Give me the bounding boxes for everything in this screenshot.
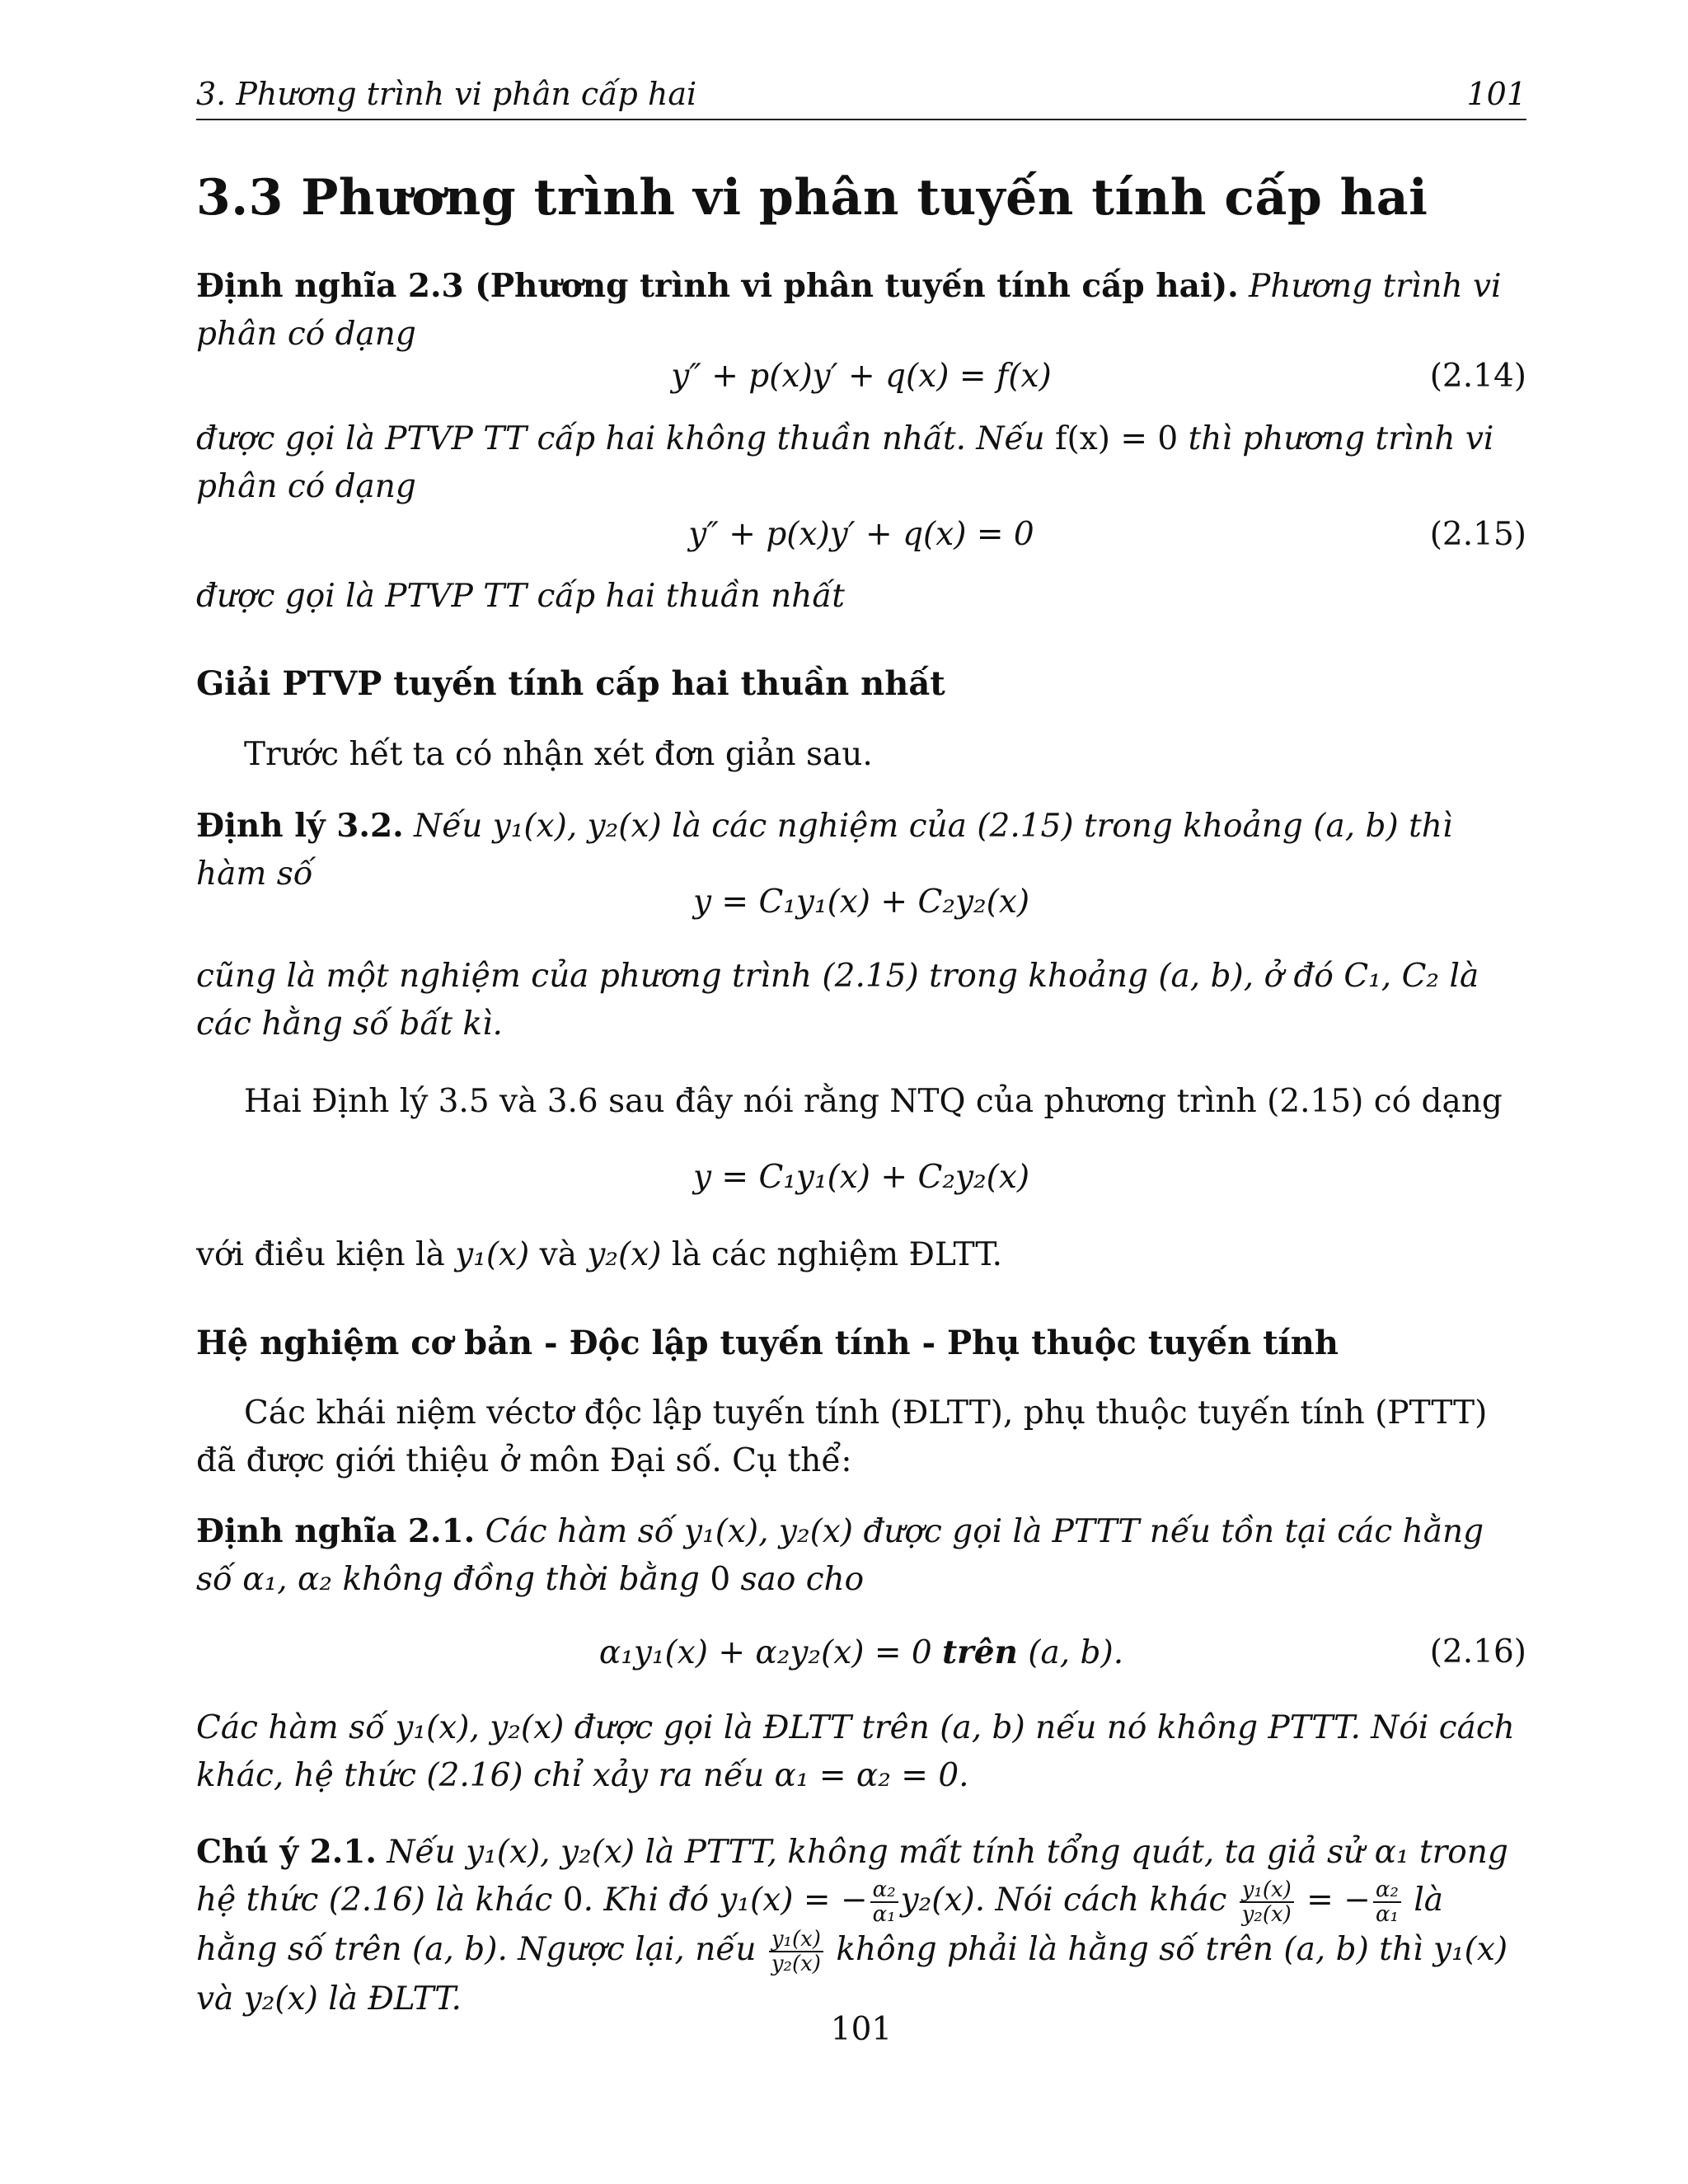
text-run: không phải là hằng số trên — [836, 1931, 1273, 1968]
fraction — [1240, 1878, 1294, 1926]
paragraph: Hai Định lý 3.5 và 3.6 sau đây nói rằng NTQ của phương trình (2.15) có dạng — [244, 1083, 1503, 1120]
equation-number: (2.14) — [1429, 358, 1526, 395]
subsection-heading: Hệ nghiệm cơ bản - Độc lập tuyến tính - Phụ thuộc tuyến tính — [196, 1324, 1339, 1362]
definition-closing — [196, 573, 1526, 621]
inline-math: α₁, α₂ — [242, 1561, 333, 1598]
text-run: được gọi là PTTT nếu tồn tại các hằng số — [196, 1513, 1484, 1598]
theorem-label: Định lý 3.2. — [196, 807, 404, 845]
definition-label: Định nghĩa 2.3 (Phương trình vi phân tuyến tính cấp hai). — [196, 267, 1239, 305]
paragraph: Các khái niệm véctơ độc lập tuyến tính (ĐLTT), phụ thuộc tuyến tính (PTTT) đã được giới thiệu ở môn Đại số. Cụ thể: — [196, 1394, 1488, 1479]
theorem-continuation — [196, 953, 1526, 1048]
theorem-equation — [196, 879, 1526, 926]
header-page-number: 101 — [1466, 76, 1526, 112]
text-run: được gọi là ĐLTT trên — [574, 1709, 930, 1746]
text-run: được gọi là PTVP TT cấp hai thuần nhất — [196, 578, 845, 615]
fraction-numerator: α₂ — [870, 1878, 898, 1903]
inline-math: α₁ — [1374, 1834, 1409, 1871]
equation-number: (2.16) — [1429, 1633, 1526, 1671]
definition-label: Định nghĩa 2.1. — [196, 1512, 476, 1550]
equation-formula: y″ + p(x)y′ + q(x) = f(x) — [671, 358, 1052, 395]
note-label: Chú ý 2.1. — [196, 1833, 377, 1871]
inline-math: y₂(x) — [587, 1236, 662, 1273]
text-run: với điều kiện là — [196, 1236, 445, 1273]
equation-formula: y = C₁y₁(x) + C₂y₂(x) — [692, 1159, 1030, 1196]
section-title: 3.3 Phương trình vi phân tuyến tính cấp hai — [196, 169, 1428, 227]
chapter-title: 3. Phương trình vi phân cấp hai — [196, 76, 697, 112]
inline-math: y₂(x) — [900, 1882, 975, 1919]
text-run: cũng là một nghiệm của phương trình (2.15) trong khoảng — [196, 958, 1148, 995]
inline-math: 0 — [710, 1561, 731, 1598]
fraction — [870, 1878, 898, 1926]
text-run: là các hằng số bất kì. — [196, 958, 1479, 1043]
equation-formula: y = C₁y₁(x) + C₂y₂(x) — [692, 883, 1030, 921]
equation-2-14 — [196, 353, 1526, 401]
inline-math: (a, b) — [940, 1709, 1025, 1746]
running-header — [196, 76, 1526, 120]
text-run: và — [539, 1236, 577, 1273]
equation-2-15 — [196, 511, 1526, 559]
text-run: Nếu — [414, 808, 483, 845]
inline-math: (a, b) — [1283, 1931, 1369, 1968]
fraction-numerator: y₁(x) — [1240, 1878, 1294, 1903]
text-run: , ở đó — [1243, 958, 1334, 995]
text-run: không đồng thời bằng — [342, 1561, 700, 1598]
paragraph: Trước hết ta có nhận xét đơn giản sau. — [244, 736, 873, 773]
inline-math: y₁(x) = − — [719, 1882, 868, 1919]
footer-page-number: 101 — [830, 2011, 893, 2048]
fraction — [769, 1928, 823, 1975]
text-run: . Nói cách khác — [974, 1882, 1227, 1919]
inline-math: y₁(x), y₂(x) — [466, 1834, 635, 1871]
fraction-numerator: α₂ — [1373, 1878, 1401, 1903]
equation-formula: y″ + p(x)y′ + q(x) = 0 — [688, 516, 1034, 553]
text-run: . Khi đó — [583, 1882, 709, 1919]
text-run: trong hệ thức (2.16) là khác — [196, 1834, 1508, 1919]
definition-2-3 — [196, 262, 1526, 359]
subsection-heading: Giải PTVP tuyến tính cấp hai thuần nhất — [196, 664, 945, 703]
definition-continuation — [196, 1704, 1526, 1800]
fraction — [1373, 1878, 1401, 1926]
display-equation — [196, 1154, 1526, 1202]
page — [196, 0, 1526, 2184]
text-run: Nếu — [387, 1834, 456, 1871]
definition-2-1 — [196, 1507, 1526, 1604]
text-run: sao cho — [740, 1561, 865, 1598]
equation-formula — [196, 1629, 1526, 1677]
text-run: . Ngược lại, nếu — [497, 1931, 757, 1968]
equation-number: (2.15) — [1429, 516, 1526, 553]
text-run: Các hàm số — [485, 1513, 674, 1550]
definition-text: Phương trình vi phân có dạng — [196, 268, 1502, 353]
fraction-denominator: α₁ — [1375, 1902, 1399, 1927]
fraction-denominator: α₁ — [872, 1902, 896, 1927]
text-run: là PTTT, không mất tính tổng quát, ta giả sử — [645, 1834, 1365, 1871]
text-run: được gọi là PTVP TT cấp hai không thuần nhất. Nếu — [196, 420, 1045, 457]
text-run: là các nghiệm của (2.15) trong khoảng — [672, 808, 1303, 845]
inline-math: 0 — [562, 1882, 584, 1919]
inline-math: (a, b) — [1158, 958, 1244, 995]
inline-math: = − — [1306, 1882, 1371, 1919]
text-run: và — [196, 1980, 234, 2018]
inline-math: y₁(x), y₂(x) — [395, 1709, 565, 1746]
inline-math: C₁, C₂ — [1343, 958, 1440, 995]
inline-math: y₁(x), y₂(x) — [684, 1513, 854, 1550]
text-run: nếu nó không PTTT. Nói cách khác, hệ thức (2.16) chỉ xảy ra nếu — [196, 1709, 1515, 1794]
definition-continuation — [196, 415, 1526, 511]
inline-math: (a, b) — [412, 1931, 498, 1968]
fraction-numerator: y₁(x) — [769, 1928, 823, 1952]
inline-math: y₁(x) — [1432, 1931, 1508, 1968]
paragraph — [196, 1231, 1526, 1279]
inline-math: y₂(x) — [243, 1980, 318, 2018]
fraction-denominator: y₂(x) — [1241, 1902, 1292, 1927]
text-run: thì hàm số — [196, 808, 1453, 893]
text-run: thì phương trình vi phân có dạng — [196, 420, 1494, 505]
equation-word: trên — [942, 1633, 1018, 1671]
equation-2-16 — [196, 1629, 1526, 1676]
fraction-denominator: y₂(x) — [771, 1952, 821, 1976]
text-run: là ĐLTT. — [328, 1980, 462, 2018]
text-run: là các nghiệm ĐLTT. — [671, 1236, 1003, 1273]
note-2-1 — [196, 1828, 1526, 2023]
equation-tail: (a, b). — [1028, 1634, 1124, 1671]
equation-main: α₁y₁(x) + α₂y₂(x) = 0 — [598, 1634, 932, 1671]
text-run: thì — [1379, 1931, 1423, 1968]
inline-math: f(x) = 0 — [1055, 420, 1179, 457]
inline-math: y₁(x), y₂(x) — [492, 808, 662, 845]
inline-math: (a, b) — [1313, 808, 1399, 845]
text-run: Các hàm số — [196, 1709, 385, 1746]
text-run: là hằng số trên — [196, 1882, 1444, 1968]
inline-math: α₁ = α₂ = 0. — [774, 1757, 969, 1794]
inline-math: y₁(x) — [455, 1236, 530, 1273]
